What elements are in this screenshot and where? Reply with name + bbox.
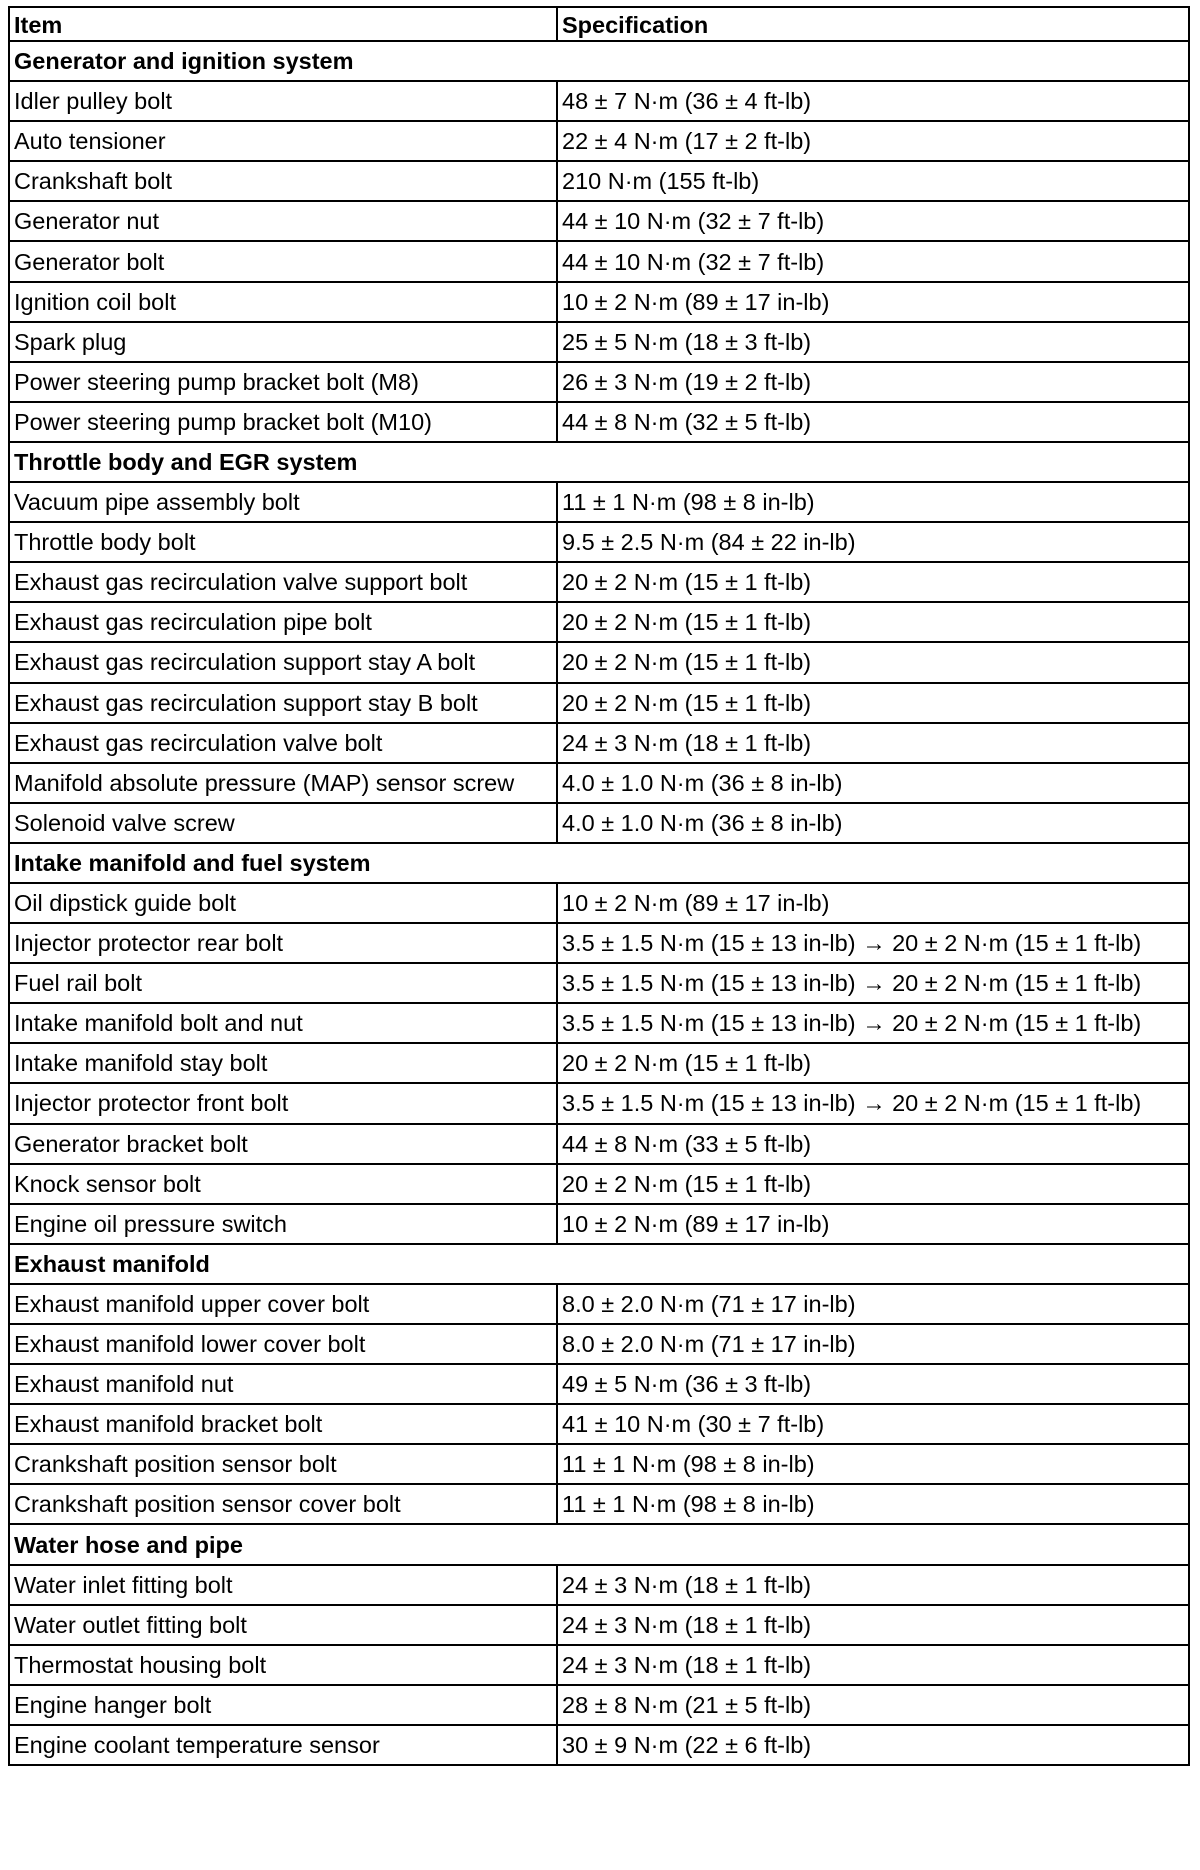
specification-cell: 25 ± 5 N·m (18 ± 3 ft-lb) xyxy=(557,322,1189,362)
item-cell: Fuel rail bolt xyxy=(9,963,557,1003)
item-cell: Crankshaft position sensor cover bolt xyxy=(9,1484,557,1524)
table-body xyxy=(9,41,1189,1765)
table-row xyxy=(9,1124,1189,1164)
item-cell: Power steering pump bracket bolt (M10) xyxy=(9,402,557,442)
specification-cell: 20 ± 2 N·m (15 ± 1 ft-lb) xyxy=(557,562,1189,602)
specification-cell: 24 ± 3 N·m (18 ± 1 ft-lb) xyxy=(557,1645,1189,1685)
item-cell: Exhaust gas recirculation valve support bolt xyxy=(9,562,557,602)
table-row xyxy=(9,121,1189,161)
table-row xyxy=(9,1645,1189,1685)
table-row xyxy=(9,642,1189,682)
table-row xyxy=(9,723,1189,763)
table-row xyxy=(9,1083,1189,1123)
section-title: Throttle body and EGR system xyxy=(9,442,1189,482)
section-title: Water hose and pipe xyxy=(9,1524,1189,1564)
item-cell: Injector protector rear bolt xyxy=(9,923,557,963)
section-row xyxy=(9,1524,1189,1564)
item-cell: Idler pulley bolt xyxy=(9,81,557,121)
specification-cell: 11 ± 1 N·m (98 ± 8 in-lb) xyxy=(557,482,1189,522)
specification-cell: 8.0 ± 2.0 N·m (71 ± 17 in-lb) xyxy=(557,1284,1189,1324)
item-cell: Engine coolant temperature sensor xyxy=(9,1725,557,1765)
specification-cell: 4.0 ± 1.0 N·m (36 ± 8 in-lb) xyxy=(557,763,1189,803)
table-row xyxy=(9,322,1189,362)
section-row xyxy=(9,442,1189,482)
table-row xyxy=(9,1003,1189,1043)
specification-cell: 3.5 ± 1.5 N·m (15 ± 13 in-lb) → 20 ± 2 N·m (15 ± 1 ft-lb) xyxy=(557,923,1189,963)
table-row xyxy=(9,81,1189,121)
item-cell: Injector protector front bolt xyxy=(9,1083,557,1123)
section-row xyxy=(9,41,1189,81)
item-cell: Manifold absolute pressure (MAP) sensor screw xyxy=(9,763,557,803)
specification-cell: 24 ± 3 N·m (18 ± 1 ft-lb) xyxy=(557,1605,1189,1645)
item-cell: Engine hanger bolt xyxy=(9,1685,557,1725)
item-cell: Intake manifold stay bolt xyxy=(9,1043,557,1083)
table-row xyxy=(9,161,1189,201)
item-cell: Water outlet fitting bolt xyxy=(9,1605,557,1645)
table-row xyxy=(9,683,1189,723)
table-row xyxy=(9,1685,1189,1725)
item-cell: Exhaust manifold bracket bolt xyxy=(9,1404,557,1444)
specification-cell: 44 ± 8 N·m (33 ± 5 ft-lb) xyxy=(557,1124,1189,1164)
item-cell: Ignition coil bolt xyxy=(9,282,557,322)
specification-cell: 20 ± 2 N·m (15 ± 1 ft-lb) xyxy=(557,602,1189,642)
specification-cell: 48 ± 7 N·m (36 ± 4 ft-lb) xyxy=(557,81,1189,121)
table-row xyxy=(9,1725,1189,1765)
item-cell: Oil dipstick guide bolt xyxy=(9,883,557,923)
item-cell: Crankshaft bolt xyxy=(9,161,557,201)
item-cell: Exhaust manifold upper cover bolt xyxy=(9,1284,557,1324)
table-row xyxy=(9,1284,1189,1324)
item-cell: Generator bracket bolt xyxy=(9,1124,557,1164)
table-row xyxy=(9,201,1189,241)
table-header-row xyxy=(9,7,1189,41)
table-row xyxy=(9,362,1189,402)
specification-cell: 11 ± 1 N·m (98 ± 8 in-lb) xyxy=(557,1484,1189,1524)
specification-cell: 44 ± 10 N·m (32 ± 7 ft-lb) xyxy=(557,201,1189,241)
specification-cell: 44 ± 10 N·m (32 ± 7 ft-lb) xyxy=(557,241,1189,281)
item-cell: Vacuum pipe assembly bolt xyxy=(9,482,557,522)
specification-cell: 3.5 ± 1.5 N·m (15 ± 13 in-lb) → 20 ± 2 N·m (15 ± 1 ft-lb) xyxy=(557,963,1189,1003)
item-cell: Intake manifold bolt and nut xyxy=(9,1003,557,1043)
item-cell: Crankshaft position sensor bolt xyxy=(9,1444,557,1484)
specification-cell: 28 ± 8 N·m (21 ± 5 ft-lb) xyxy=(557,1685,1189,1725)
specification-cell: 4.0 ± 1.0 N·m (36 ± 8 in-lb) xyxy=(557,803,1189,843)
specification-cell: 10 ± 2 N·m (89 ± 17 in-lb) xyxy=(557,282,1189,322)
specification-cell: 20 ± 2 N·m (15 ± 1 ft-lb) xyxy=(557,642,1189,682)
table-row xyxy=(9,1043,1189,1083)
table-row xyxy=(9,482,1189,522)
specification-cell: 9.5 ± 2.5 N·m (84 ± 22 in-lb) xyxy=(557,522,1189,562)
item-cell: Generator bolt xyxy=(9,241,557,281)
specification-cell: 20 ± 2 N·m (15 ± 1 ft-lb) xyxy=(557,683,1189,723)
section-title: Exhaust manifold xyxy=(9,1244,1189,1284)
specification-cell: 24 ± 3 N·m (18 ± 1 ft-lb) xyxy=(557,723,1189,763)
table-row xyxy=(9,1605,1189,1645)
table-row xyxy=(9,1364,1189,1404)
item-cell: Knock sensor bolt xyxy=(9,1164,557,1204)
item-cell: Solenoid valve screw xyxy=(9,803,557,843)
specification-cell: 24 ± 3 N·m (18 ± 1 ft-lb) xyxy=(557,1565,1189,1605)
table-row xyxy=(9,1164,1189,1204)
specification-cell: 210 N·m (155 ft-lb) xyxy=(557,161,1189,201)
item-cell: Exhaust manifold nut xyxy=(9,1364,557,1404)
item-cell: Engine oil pressure switch xyxy=(9,1204,557,1244)
item-cell: Auto tensioner xyxy=(9,121,557,161)
specification-cell: 26 ± 3 N·m (19 ± 2 ft-lb) xyxy=(557,362,1189,402)
table-row xyxy=(9,1565,1189,1605)
section-row xyxy=(9,1244,1189,1284)
specification-cell: 20 ± 2 N·m (15 ± 1 ft-lb) xyxy=(557,1043,1189,1083)
table-row xyxy=(9,1204,1189,1244)
item-cell: Thermostat housing bolt xyxy=(9,1645,557,1685)
section-title: Intake manifold and fuel system xyxy=(9,843,1189,883)
item-cell: Exhaust gas recirculation support stay B bolt xyxy=(9,683,557,723)
specification-cell: 49 ± 5 N·m (36 ± 3 ft-lb) xyxy=(557,1364,1189,1404)
item-cell: Water inlet fitting bolt xyxy=(9,1565,557,1605)
table-row xyxy=(9,803,1189,843)
table-row xyxy=(9,883,1189,923)
table-row xyxy=(9,923,1189,963)
table-row xyxy=(9,1404,1189,1444)
table-row xyxy=(9,963,1189,1003)
item-cell: Throttle body bolt xyxy=(9,522,557,562)
item-cell: Exhaust gas recirculation pipe bolt xyxy=(9,602,557,642)
table-row xyxy=(9,1324,1189,1364)
table-row xyxy=(9,402,1189,442)
specification-cell: 10 ± 2 N·m (89 ± 17 in-lb) xyxy=(557,1204,1189,1244)
specification-cell: 22 ± 4 N·m (17 ± 2 ft-lb) xyxy=(557,121,1189,161)
table-row xyxy=(9,763,1189,803)
table-row xyxy=(9,241,1189,281)
section-row xyxy=(9,843,1189,883)
section-title: Generator and ignition system xyxy=(9,41,1189,81)
item-cell: Power steering pump bracket bolt (M8) xyxy=(9,362,557,402)
specification-cell: 30 ± 9 N·m (22 ± 6 ft-lb) xyxy=(557,1725,1189,1765)
item-cell: Generator nut xyxy=(9,201,557,241)
item-cell: Exhaust gas recirculation support stay A bolt xyxy=(9,642,557,682)
specification-cell: 44 ± 8 N·m (32 ± 5 ft-lb) xyxy=(557,402,1189,442)
item-cell: Spark plug xyxy=(9,322,557,362)
table-row xyxy=(9,562,1189,602)
specification-cell: 3.5 ± 1.5 N·m (15 ± 13 in-lb) → 20 ± 2 N·m (15 ± 1 ft-lb) xyxy=(557,1003,1189,1043)
header-item: Item xyxy=(9,7,557,41)
item-cell: Exhaust gas recirculation valve bolt xyxy=(9,723,557,763)
table-row xyxy=(9,1484,1189,1524)
item-cell: Exhaust manifold lower cover bolt xyxy=(9,1324,557,1364)
table-row xyxy=(9,522,1189,562)
specification-cell: 20 ± 2 N·m (15 ± 1 ft-lb) xyxy=(557,1164,1189,1204)
table-row xyxy=(9,1444,1189,1484)
specification-cell: 41 ± 10 N·m (30 ± 7 ft-lb) xyxy=(557,1404,1189,1444)
header-specification: Specification xyxy=(557,7,1189,41)
table-row xyxy=(9,602,1189,642)
torque-spec-table xyxy=(8,6,1190,1766)
specification-cell: 3.5 ± 1.5 N·m (15 ± 13 in-lb) → 20 ± 2 N·m (15 ± 1 ft-lb) xyxy=(557,1083,1189,1123)
table-row xyxy=(9,282,1189,322)
specification-cell: 8.0 ± 2.0 N·m (71 ± 17 in-lb) xyxy=(557,1324,1189,1364)
specification-cell: 11 ± 1 N·m (98 ± 8 in-lb) xyxy=(557,1444,1189,1484)
specification-cell: 10 ± 2 N·m (89 ± 17 in-lb) xyxy=(557,883,1189,923)
